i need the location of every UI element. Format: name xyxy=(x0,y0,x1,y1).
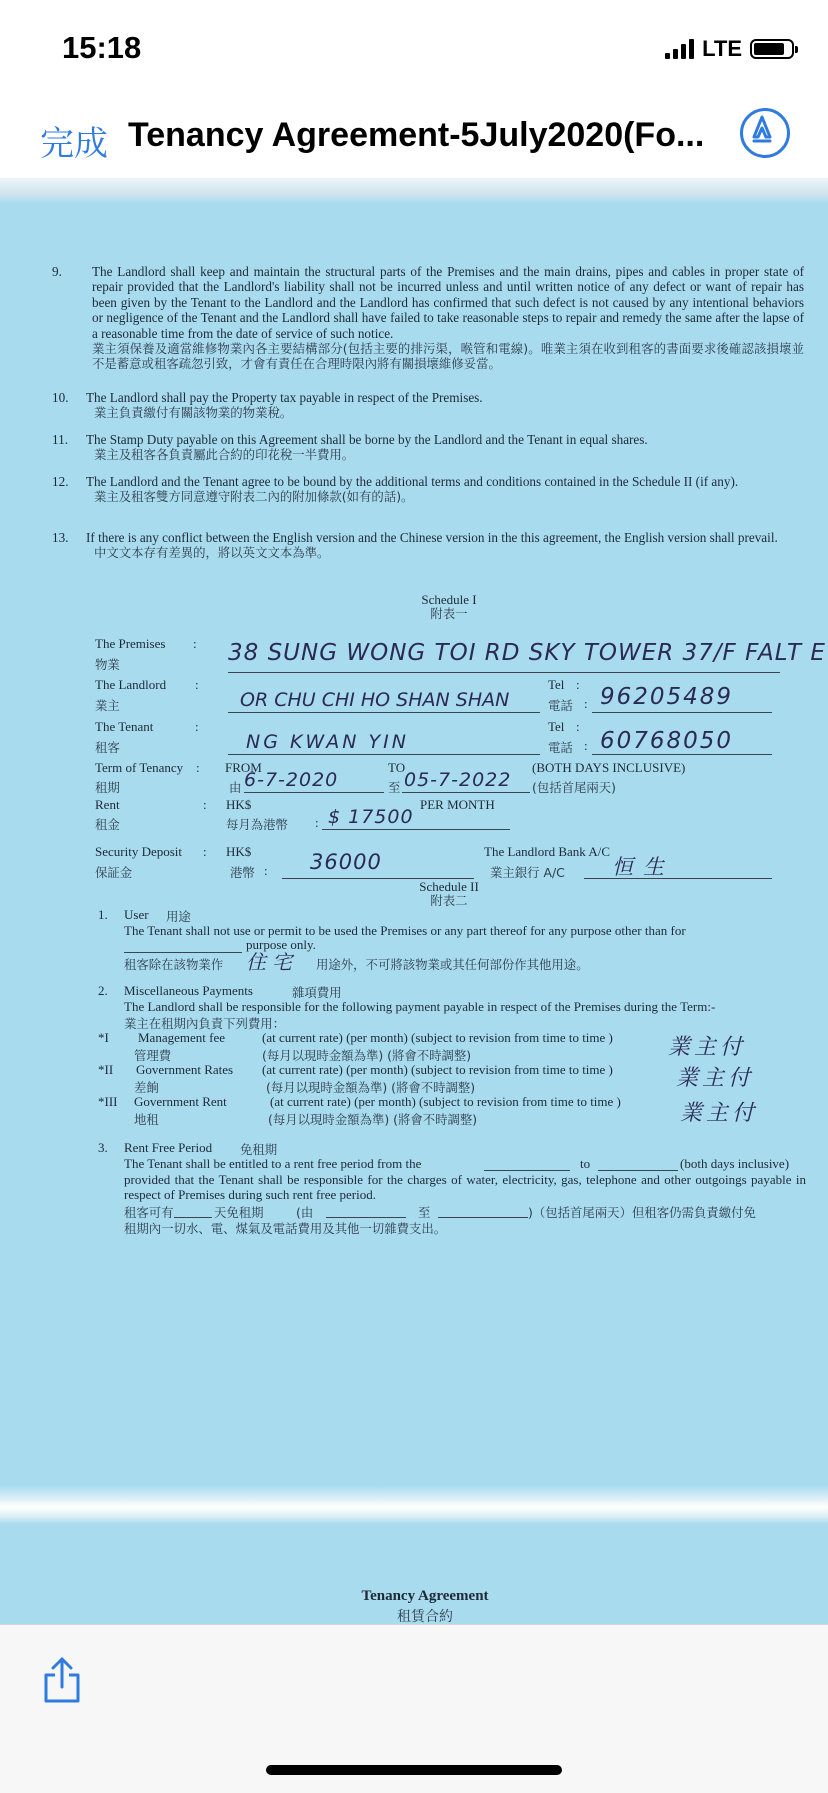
item-3-value: 業主付 xyxy=(680,1101,759,1126)
rent-free-zh-1e: )（包括首尾兩天）但租客仍需負責繳付免 xyxy=(528,1205,756,1220)
misc-title: Miscellaneous Payments xyxy=(124,983,253,998)
term-label-zh: 租期 xyxy=(95,780,120,795)
document-viewer[interactable] xyxy=(0,178,828,1624)
to-label-zh: 至 xyxy=(388,780,401,795)
item-2-name: Government Rates xyxy=(136,1062,234,1077)
status-indicators xyxy=(665,36,794,62)
rent-free-text-en-1b: (both days inclusive) xyxy=(680,1156,790,1171)
user-title: User xyxy=(124,907,149,922)
deposit-label: Security Deposit xyxy=(95,844,183,859)
both-days-label: (BOTH DAYS INCLUSIVE) xyxy=(532,760,686,775)
premises-value: 38 SUNG WONG TOI RD SKY TOWER 37/F FALT E xyxy=(228,640,826,666)
colon: : xyxy=(584,738,588,753)
user-number: 1. xyxy=(98,907,108,922)
rent-value: $ 17500 xyxy=(328,806,414,828)
tenant-label-zh: 租客 xyxy=(95,740,120,755)
user-purpose-line xyxy=(124,952,242,953)
clause-text-zh: 業主及租客雙方同意遵守附表二內的附加條款(如有的話)。 xyxy=(94,489,414,505)
user-title-zh: 用途 xyxy=(166,909,191,924)
rent-free-to-line xyxy=(598,1170,678,1171)
item-2-desc-zh: (每月以現時金額為準) (將會不時調整) xyxy=(266,1080,476,1095)
rent-free-zh-1c: (由 xyxy=(296,1205,314,1220)
rent-free-zh-1a: 租客可有 xyxy=(124,1205,174,1220)
item-1-desc-zh: (每月以現時金額為準) (將會不時調整) xyxy=(262,1048,472,1063)
rent-free-title-zh: 免租期 xyxy=(240,1142,278,1157)
user-text-en-2: purpose only. xyxy=(246,937,316,952)
premises-label: The Premises xyxy=(95,636,166,651)
tenant-tel-label: Tel xyxy=(548,719,565,734)
rent-free-zh-from-line xyxy=(326,1217,406,1218)
misc-text-zh: 業主在租期內負責下列費用： xyxy=(124,1016,286,1031)
term-to-line xyxy=(402,792,530,793)
page-separator xyxy=(0,1486,828,1524)
clause-number: 11. xyxy=(52,432,68,447)
next-page-title-zh: 租賃合約 xyxy=(397,1609,453,1624)
rent-free-zh-1b: 天免租期 xyxy=(214,1205,264,1220)
markup-pen-icon[interactable] xyxy=(740,108,790,158)
premises-label-zh: 物業 xyxy=(95,657,120,672)
battery-icon xyxy=(750,39,794,59)
clause-11 xyxy=(52,432,804,464)
term-from-value: 6-7-2020 xyxy=(244,769,339,791)
landlord-tel-label-zh: 電話 xyxy=(548,698,573,713)
document-title: Tenancy Agreement-5July2020(Fo... xyxy=(128,116,705,154)
clause-text-zh: 中文文本存有差異的，將以英文文本為準。 xyxy=(94,545,330,561)
misc-number: 2. xyxy=(98,983,108,998)
deposit-value: 36000 xyxy=(310,850,382,874)
rent-free-to: to xyxy=(580,1156,591,1171)
landlord-line xyxy=(228,712,540,713)
colon: : xyxy=(195,719,199,734)
item-1-mark: *I xyxy=(98,1030,109,1045)
item-2-name-zh: 差餉 xyxy=(134,1080,159,1095)
status-time: 15:18 xyxy=(62,30,142,65)
cellular-signal-icon xyxy=(665,39,694,59)
schedule-title: Schedule I xyxy=(421,592,477,607)
both-days-label-zh: (包括首尾兩天) xyxy=(532,780,617,795)
home-indicator[interactable] xyxy=(266,1765,562,1775)
landlord-value: OR CHU CHI HO SHAN SHAN xyxy=(240,689,510,711)
clause-text-zh: 業主及租客各負責屬此合約的印花稅一半費用。 xyxy=(94,447,355,463)
page-edge xyxy=(0,178,828,204)
schedule-title-zh: 附表二 xyxy=(430,893,468,908)
user-value: 住宅 xyxy=(246,950,298,974)
tenant-tel-label-zh: 電話 xyxy=(548,740,573,755)
item-3-name: Government Rent xyxy=(134,1094,227,1109)
clause-9 xyxy=(52,264,804,384)
term-to-value: 05-7-2022 xyxy=(404,769,512,791)
clause-text-en: The Stamp Duty payable on this Agreement shall be borne by the Landlord and the Tenant in equal shares. xyxy=(86,432,648,447)
premises-line xyxy=(228,672,780,673)
share-icon[interactable] xyxy=(42,1655,82,1705)
item-3-name-zh: 地租 xyxy=(134,1112,159,1127)
item-1-desc: (at current rate) (per month) (subject to revision from time to time ) xyxy=(262,1030,613,1045)
from-label: FROM xyxy=(225,760,262,775)
schedule-1-heading xyxy=(364,593,534,621)
schedule-2-heading xyxy=(364,880,534,908)
user-text-zh-b: 用途外，不可將該物業或其任何部份作其他用途。 xyxy=(316,957,589,972)
rent-label: Rent xyxy=(95,797,120,812)
clause-text-en: The Landlord shall keep and maintain the structural parts of the Premises and the main drains, pipes and cables in proper state of repair provided that the Landlord's liability shall not be incurred unless and until written notice of any defect or want of repair has been given by the Tenant to the Landlord and the Landlord has confirmed that such defect is not caused by any intentional behaviors or negligence of the Tenant and the Landlord shall have failed to take reasonable steps to repair and remedy the same after the lapse of a reasonable time from the date of service of such notice. xyxy=(92,264,804,341)
item-2-value: 業主付 xyxy=(676,1066,755,1091)
misc-title-zh: 雜項費用 xyxy=(292,985,342,1000)
deposit-label-zh: 保証金 xyxy=(95,865,133,880)
rent-currency: HK$ xyxy=(226,797,252,812)
colon: : xyxy=(584,696,588,711)
rent-free-days-line xyxy=(174,1217,212,1218)
clause-13 xyxy=(52,530,804,576)
colon: : xyxy=(195,677,199,692)
rent-free-text-en-1a: The Tenant shall be entitled to a rent free period from the xyxy=(124,1156,422,1171)
item-1-name-zh: 管理費 xyxy=(134,1048,172,1063)
colon: : xyxy=(203,844,207,859)
bank-label: The Landlord Bank A/C xyxy=(484,844,611,859)
misc-text-en: The Landlord shall be responsible for the following payment payable in respect of the Premises during the Term:- xyxy=(124,999,716,1014)
tenant-tel-value: 60768050 xyxy=(600,728,734,754)
deposit-currency: HK$ xyxy=(226,844,252,859)
clause-text-en: The Landlord and the Tenant agree to be bound by the additional terms and conditions contained in the Schedule II (if any). xyxy=(86,474,739,489)
colon: : xyxy=(196,760,200,775)
item-1-value: 業主付 xyxy=(668,1035,747,1060)
item-2-mark: *II xyxy=(98,1062,114,1077)
colon: : xyxy=(203,797,207,812)
schedule-title-zh: 附表一 xyxy=(430,606,468,621)
rent-free-zh-to-line xyxy=(438,1217,528,1218)
clause-10 xyxy=(52,390,804,422)
clause-text-zh: 業主負責繳付有關該物業的物業稅。 xyxy=(94,405,293,421)
rent-free-text-en-2: provided that the Tenant shall be responsible for the charges of water, electricity, gas, telephone and other outgoings payable in respect of Premises during such rent free period. xyxy=(124,1172,806,1202)
landlord-label: The Landlord xyxy=(95,677,167,692)
rent-free-from-line xyxy=(484,1170,570,1171)
item-3-desc: (at current rate) (per month) (subject to revision from time to time ) xyxy=(270,1094,621,1109)
navigation-bar xyxy=(0,92,828,179)
tenant-tel-line xyxy=(592,754,772,755)
rent-free-zh-2: 租期內一切水、電、煤氣及電話費用及其他一切雜費支出。 xyxy=(124,1221,447,1236)
bank-label-zh: 業主銀行 A/C xyxy=(490,865,565,880)
rent-free-title: Rent Free Period xyxy=(124,1140,213,1155)
term-from-line xyxy=(244,792,384,793)
clause-text-en: The Landlord shall pay the Property tax payable in respect of the Premises. xyxy=(86,390,483,405)
done-button[interactable]: 完成 xyxy=(40,124,108,164)
item-2-desc: (at current rate) (per month) (subject to revision from time to time ) xyxy=(262,1062,613,1077)
tenant-label: The Tenant xyxy=(95,719,154,734)
schedule-title: Schedule II xyxy=(419,879,479,894)
clause-text-zh: 業主須保養及適當維修物業內各主要結構部分(包括主要的排污渠，喉管和電線)。唯業主須在收到租客的書面要求後確認該損壞並不是蓄意或租客疏忽引致，才會有責任在合理時限內將有關損壞維修妥當。 xyxy=(92,341,804,372)
colon: : xyxy=(576,719,580,734)
rent-free-zh-1d: 至 xyxy=(418,1205,431,1220)
clause-number: 10. xyxy=(52,390,69,405)
landlord-label-zh: 業主 xyxy=(95,698,120,713)
colon: : xyxy=(264,863,268,878)
colon: : xyxy=(576,677,580,692)
term-label: Term of Tenancy xyxy=(95,760,184,775)
clause-text-en: If there is any conflict between the English version and the Chinese version in the this agreement, the English version shall prevail. xyxy=(86,530,778,545)
rent-line xyxy=(322,829,510,830)
tenant-line xyxy=(228,754,540,755)
item-1-name: Management fee xyxy=(138,1030,225,1045)
landlord-tel-line xyxy=(592,712,772,713)
colon: : xyxy=(193,636,197,651)
bottom-toolbar xyxy=(0,1624,828,1793)
rent-label-zh-2: 每月為港幣 xyxy=(226,817,288,832)
per-month-label: PER MONTH xyxy=(420,797,495,812)
user-text-en: The Tenant shall not use or permit to be used the Premises or any part thereof for any purpose other than for xyxy=(124,923,686,938)
to-label: TO xyxy=(388,760,406,775)
bank-line xyxy=(584,878,772,879)
tenant-value: NG KWAN YIN xyxy=(246,731,409,753)
clause-number: 9. xyxy=(52,264,62,279)
next-page-title: Tenancy Agreement xyxy=(361,1588,489,1604)
network-type: LTE xyxy=(702,36,742,61)
landlord-tel-value: 96205489 xyxy=(600,684,734,710)
colon: : xyxy=(315,815,319,830)
rent-free-number: 3. xyxy=(98,1140,108,1155)
rent-label-zh: 租金 xyxy=(95,817,120,832)
item-3-mark: *III xyxy=(98,1094,118,1109)
from-label-zh: 由 xyxy=(229,780,242,795)
item-3-desc-zh: (每月以現時金額為準) (將會不時調整) xyxy=(268,1112,478,1127)
deposit-label-zh-2: 港幣 xyxy=(230,865,255,880)
clause-number: 12. xyxy=(52,474,69,489)
landlord-tel-label: Tel xyxy=(548,677,565,692)
clause-number: 13. xyxy=(52,530,69,545)
user-text-zh-a: 租客除在該物業作 xyxy=(124,957,224,972)
bank-value: 恒生 xyxy=(612,855,674,879)
clause-12 xyxy=(52,474,804,520)
